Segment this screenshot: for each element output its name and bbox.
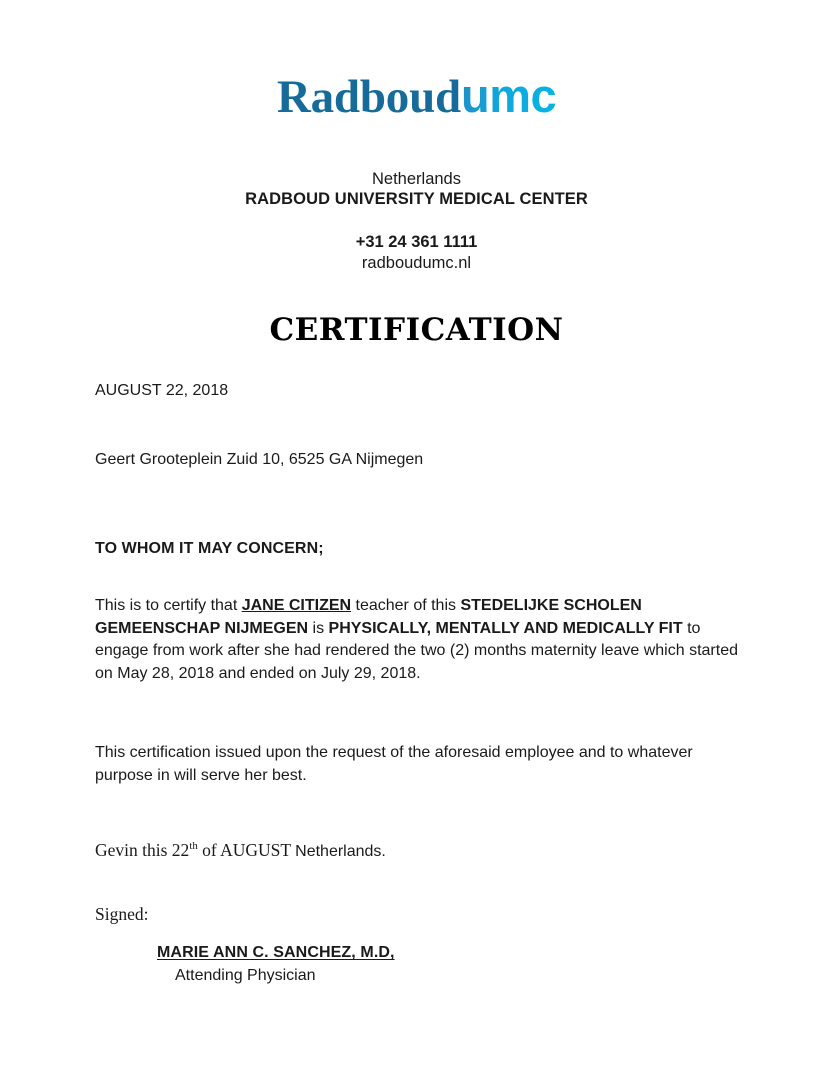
logo-header xyxy=(0,0,833,121)
given-location: Netherlands. xyxy=(295,843,386,860)
signer-name: MARIE ANN C. SANCHEZ, M.D, xyxy=(157,944,395,961)
organization-country: Netherlands xyxy=(372,170,461,188)
contact-info xyxy=(0,232,833,274)
paragraph-segment-1: This is to certify that xyxy=(95,597,242,614)
employee-name: JANE CITIZEN xyxy=(241,597,352,614)
logo-secondary-text: umc xyxy=(460,69,557,122)
given-middle: of AUGUST xyxy=(197,840,296,860)
signature-block xyxy=(157,942,738,987)
paragraph-segment-3: is xyxy=(308,619,329,637)
recipient-address: Geert Grooteplein Zuid 10, 6525 GA Nijmegen xyxy=(95,451,424,468)
paragraph-segment-2: teacher of this xyxy=(351,597,461,614)
given-date-line xyxy=(95,839,738,863)
main-paragraph xyxy=(95,595,738,685)
document-date: AUGUST 22, 2018 xyxy=(95,382,229,399)
document-body xyxy=(95,380,738,987)
signer-title: Attending Physician xyxy=(175,967,316,984)
radboudumc-logo xyxy=(276,69,557,123)
school-name: STEDELIJKE SCHOLEN GEMEENSCHAP NIJMEGEN xyxy=(95,597,642,637)
signer-name-row xyxy=(157,942,738,964)
organization-name: RADBOUD UNIVERSITY MEDICAL CENTER xyxy=(245,190,588,208)
given-ordinal-suffix: th xyxy=(189,840,198,853)
contact-phone: +31 24 361 1111 xyxy=(355,233,478,251)
given-prefix: Gevin this 22 xyxy=(95,840,190,860)
logo-primary-text: Radboud xyxy=(276,71,461,123)
organization-header xyxy=(0,169,833,210)
paragraph-segment-4: to engage from work after she had rendered the two (2) months maternity leave which started on May 28, 2018 and ended on July 29, 2018. xyxy=(95,619,738,682)
document-title: CERTIFICATION xyxy=(269,312,564,348)
signed-label: Signed: xyxy=(95,904,149,924)
salutation: TO WHOM IT MAY CONCERN; xyxy=(95,540,324,557)
fitness-statement: PHYSICALLY, MENTALLY AND MEDICALLY FIT xyxy=(328,619,683,637)
contact-website: radboudumc.nl xyxy=(361,254,472,272)
second-paragraph: This certification issued upon the request of the aforesaid employee and to whatever purpose in will serve her best. xyxy=(95,744,693,784)
